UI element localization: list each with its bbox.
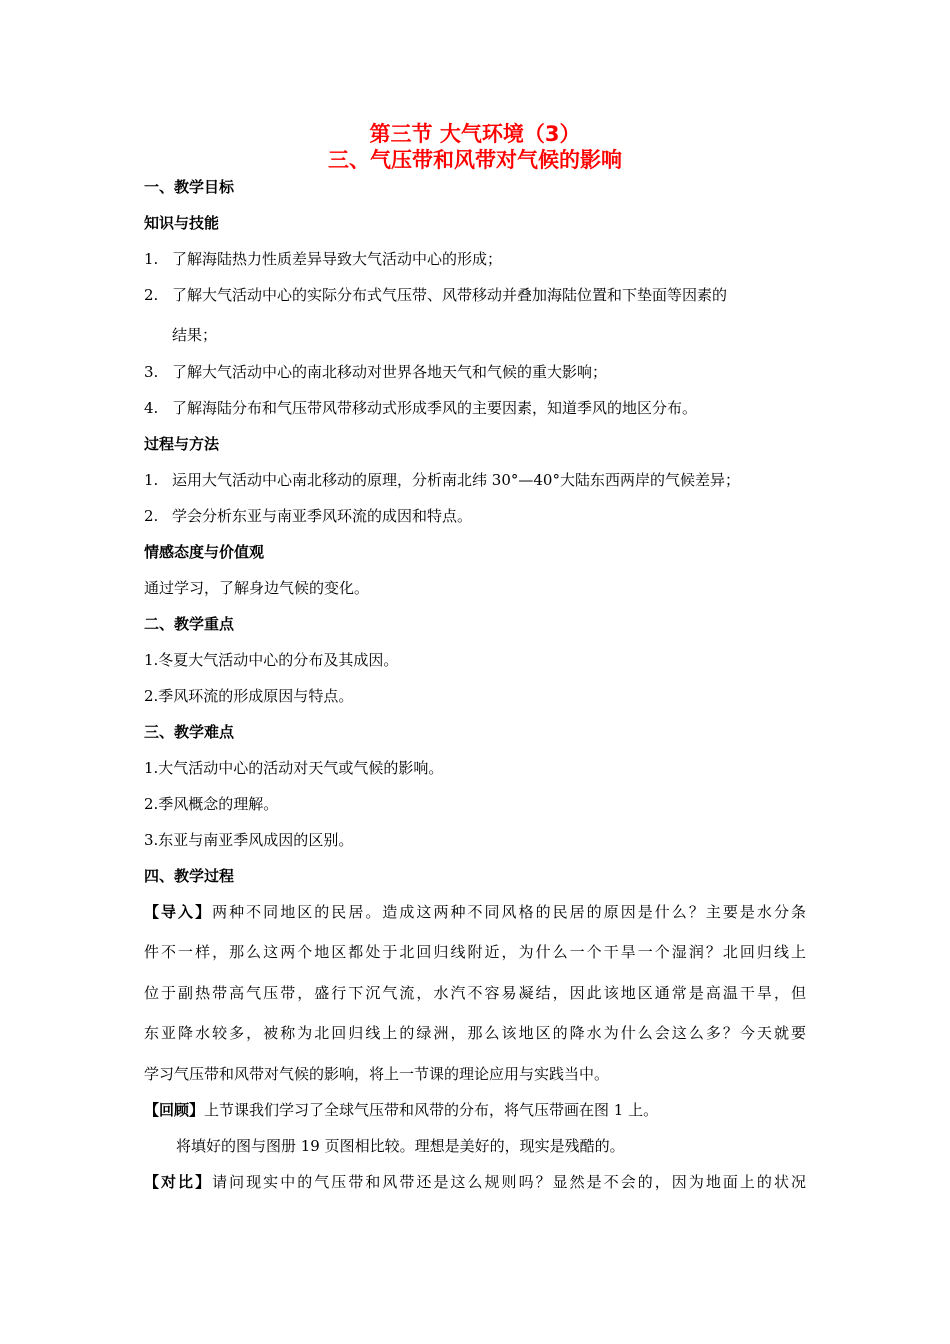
intro-line: 【导入】两种不同地区的民居。造成这两种不同风格的民居的原因是什么？主要是水分条 xyxy=(144,903,806,921)
item-text: 学会分析东亚与南亚季风环流的成因和特点。 xyxy=(172,507,473,525)
intro-label: 【导入】 xyxy=(144,903,213,921)
item-number: 2. xyxy=(144,286,159,304)
item-text: 运用大气活动中心南北移动的原理，分析南北纬 30°—40°大陆东西两岸的气候差异； xyxy=(172,471,740,489)
review-label: 【回顾】 xyxy=(144,1101,205,1119)
item-text: 了解大气活动中心的实际分布式气压带、风带移动并叠加海陆位置和下垫面等因素的 xyxy=(172,286,728,304)
list-item xyxy=(144,398,809,418)
contrast-paragraph: 【对比】请问现实中的气压带和风带还是这么规则吗？显然是不会的，因为地面上的状况 xyxy=(144,1173,806,1191)
item-number: 2. xyxy=(144,507,159,525)
list-item: 1.冬夏大气活动中心的分布及其成因。 xyxy=(144,651,399,669)
item-number: 1. xyxy=(144,250,159,268)
page-subtitle: 三、气压带和风带对气候的影响 xyxy=(328,148,622,172)
intro-line: 学习气压带和风带对气候的影响，将上一节课的理论应用与实践当中。 xyxy=(144,1065,610,1083)
subheading-attitude: 情感态度与价值观 xyxy=(144,543,265,561)
list-item xyxy=(144,285,809,305)
list-item: 1.大气活动中心的活动对天气或气候的影响。 xyxy=(144,759,444,777)
list-item xyxy=(144,249,809,269)
list-item xyxy=(144,362,809,382)
page-title: 第三节 大气环境（3） xyxy=(369,122,581,146)
item-number: 1. xyxy=(144,471,159,489)
list-item: 2.季风概念的理解。 xyxy=(144,795,279,813)
item-number: 4. xyxy=(144,399,159,417)
section-heading-key-points: 二、教学重点 xyxy=(144,615,235,633)
section-heading-objectives: 一、教学目标 xyxy=(144,178,235,196)
item-text: 了解海陆热力性质差异导致大气活动中心的形成； xyxy=(172,250,503,268)
intro-line: 件不一样，那么这两个地区都处于北回归线附近，为什么一个干旱一个湿润？北回归线上 xyxy=(144,943,806,961)
compare-paragraph: 将填好的图与图册 19 页图相比较。理想是美好的，现实是残酷的。 xyxy=(176,1137,625,1155)
list-item: 2.季风环流的形成原因与特点。 xyxy=(144,687,354,705)
item-text: 了解海陆分布和气压带风带移动式形成季风的主要因素，知道季风的地区分布。 xyxy=(172,399,698,417)
section-heading-process: 四、教学过程 xyxy=(144,867,235,885)
subheading-knowledge: 知识与技能 xyxy=(144,214,220,232)
list-item: 3.东亚与南亚季风成因的区别。 xyxy=(144,831,354,849)
list-item-continuation: 结果； xyxy=(172,326,218,344)
intro-line: 东亚降水较多，被称为北回归线上的绿洲，那么该地区的降水为什么会这么多？今天就要 xyxy=(144,1024,806,1042)
subheading-process: 过程与方法 xyxy=(144,435,220,453)
list-item xyxy=(144,470,809,490)
list-item xyxy=(144,506,809,526)
review-paragraph: 【回顾】上节课我们学习了全球气压带和风带的分布，将气压带画在图 1 上。 xyxy=(144,1101,659,1119)
section-heading-difficulties: 三、教学难点 xyxy=(144,723,235,741)
contrast-label: 【对比】 xyxy=(144,1173,213,1191)
item-number: 3. xyxy=(144,363,159,381)
paragraph: 通过学习，了解身边气候的变化。 xyxy=(144,579,370,597)
item-text: 了解大气活动中心的南北移动对世界各地天气和气候的重大影响； xyxy=(172,363,608,381)
intro-line: 位于副热带高气压带，盛行下沉气流，水汽不容易凝结，因此该地区通常是高温干旱，但 xyxy=(144,984,806,1002)
